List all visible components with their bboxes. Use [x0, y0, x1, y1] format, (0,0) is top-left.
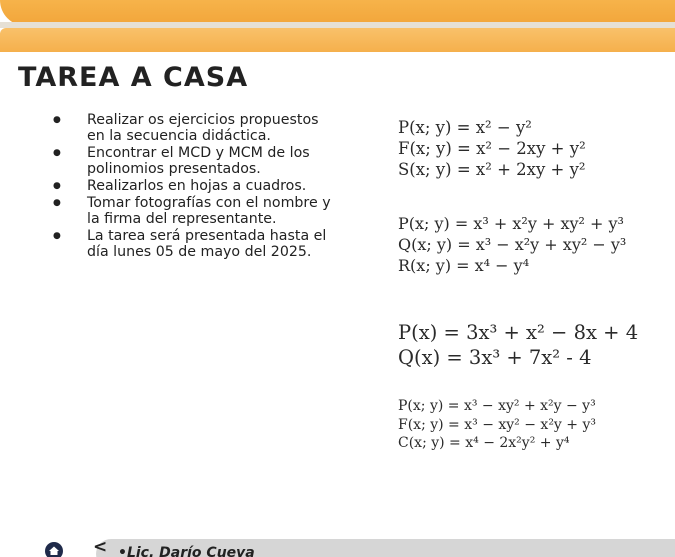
footer-author: •Lic. Darío Cueva	[118, 545, 255, 557]
formula: P(x; y) = x² − y²	[398, 118, 532, 137]
formula: F(x; y) = x³ − xy² − x²y + y³	[398, 416, 596, 433]
task-item: ● La tarea será presentada hasta el día lunes 05 de mayo del 2025.	[50, 228, 340, 260]
formula: S(x; y) = x² + 2xy + y²	[398, 160, 586, 179]
formula: P(x; y) = x³ − xy² + x²y − y³	[398, 398, 596, 414]
slide-title: TAREA A CASA	[18, 62, 249, 93]
task-item: ● Realizar os ejercicios propuestos en la secuencia didáctica.	[50, 112, 340, 144]
home-icon[interactable]	[44, 541, 64, 557]
formula: P(x) = 3x³ + x² − 8x + 4	[398, 321, 639, 344]
task-item: ● Realizarlos en hojas a cuadros.	[50, 178, 340, 194]
task-list	[50, 112, 340, 261]
formula: C(x; y) = x⁴ − 2x²y² + y⁴	[398, 435, 570, 451]
formula: F(x; y) = x² − 2xy + y²	[398, 139, 586, 158]
formula-group-2	[398, 213, 626, 276]
task-item: ● Tomar fotografías con el nombre y la firma del representante.	[50, 195, 340, 227]
formula: Q(x; y) = x³ − x²y + xy² − y³	[398, 235, 627, 254]
chevron-left-icon[interactable]: <	[93, 537, 108, 557]
formula-group-3	[398, 320, 638, 370]
formula-group-1	[398, 117, 586, 180]
header-band-secondary	[0, 28, 675, 52]
formula-group-4	[398, 397, 596, 453]
formula: R(x; y) = x⁴ − y⁴	[398, 256, 530, 275]
formula: Q(x) = 3x³ + 7x² - 4	[398, 346, 592, 369]
formula: P(x; y) = x³ + x²y + xy² + y³	[398, 214, 624, 233]
task-item: ● Encontrar el MCD y MCM de los polinomios presentados.	[50, 145, 340, 177]
